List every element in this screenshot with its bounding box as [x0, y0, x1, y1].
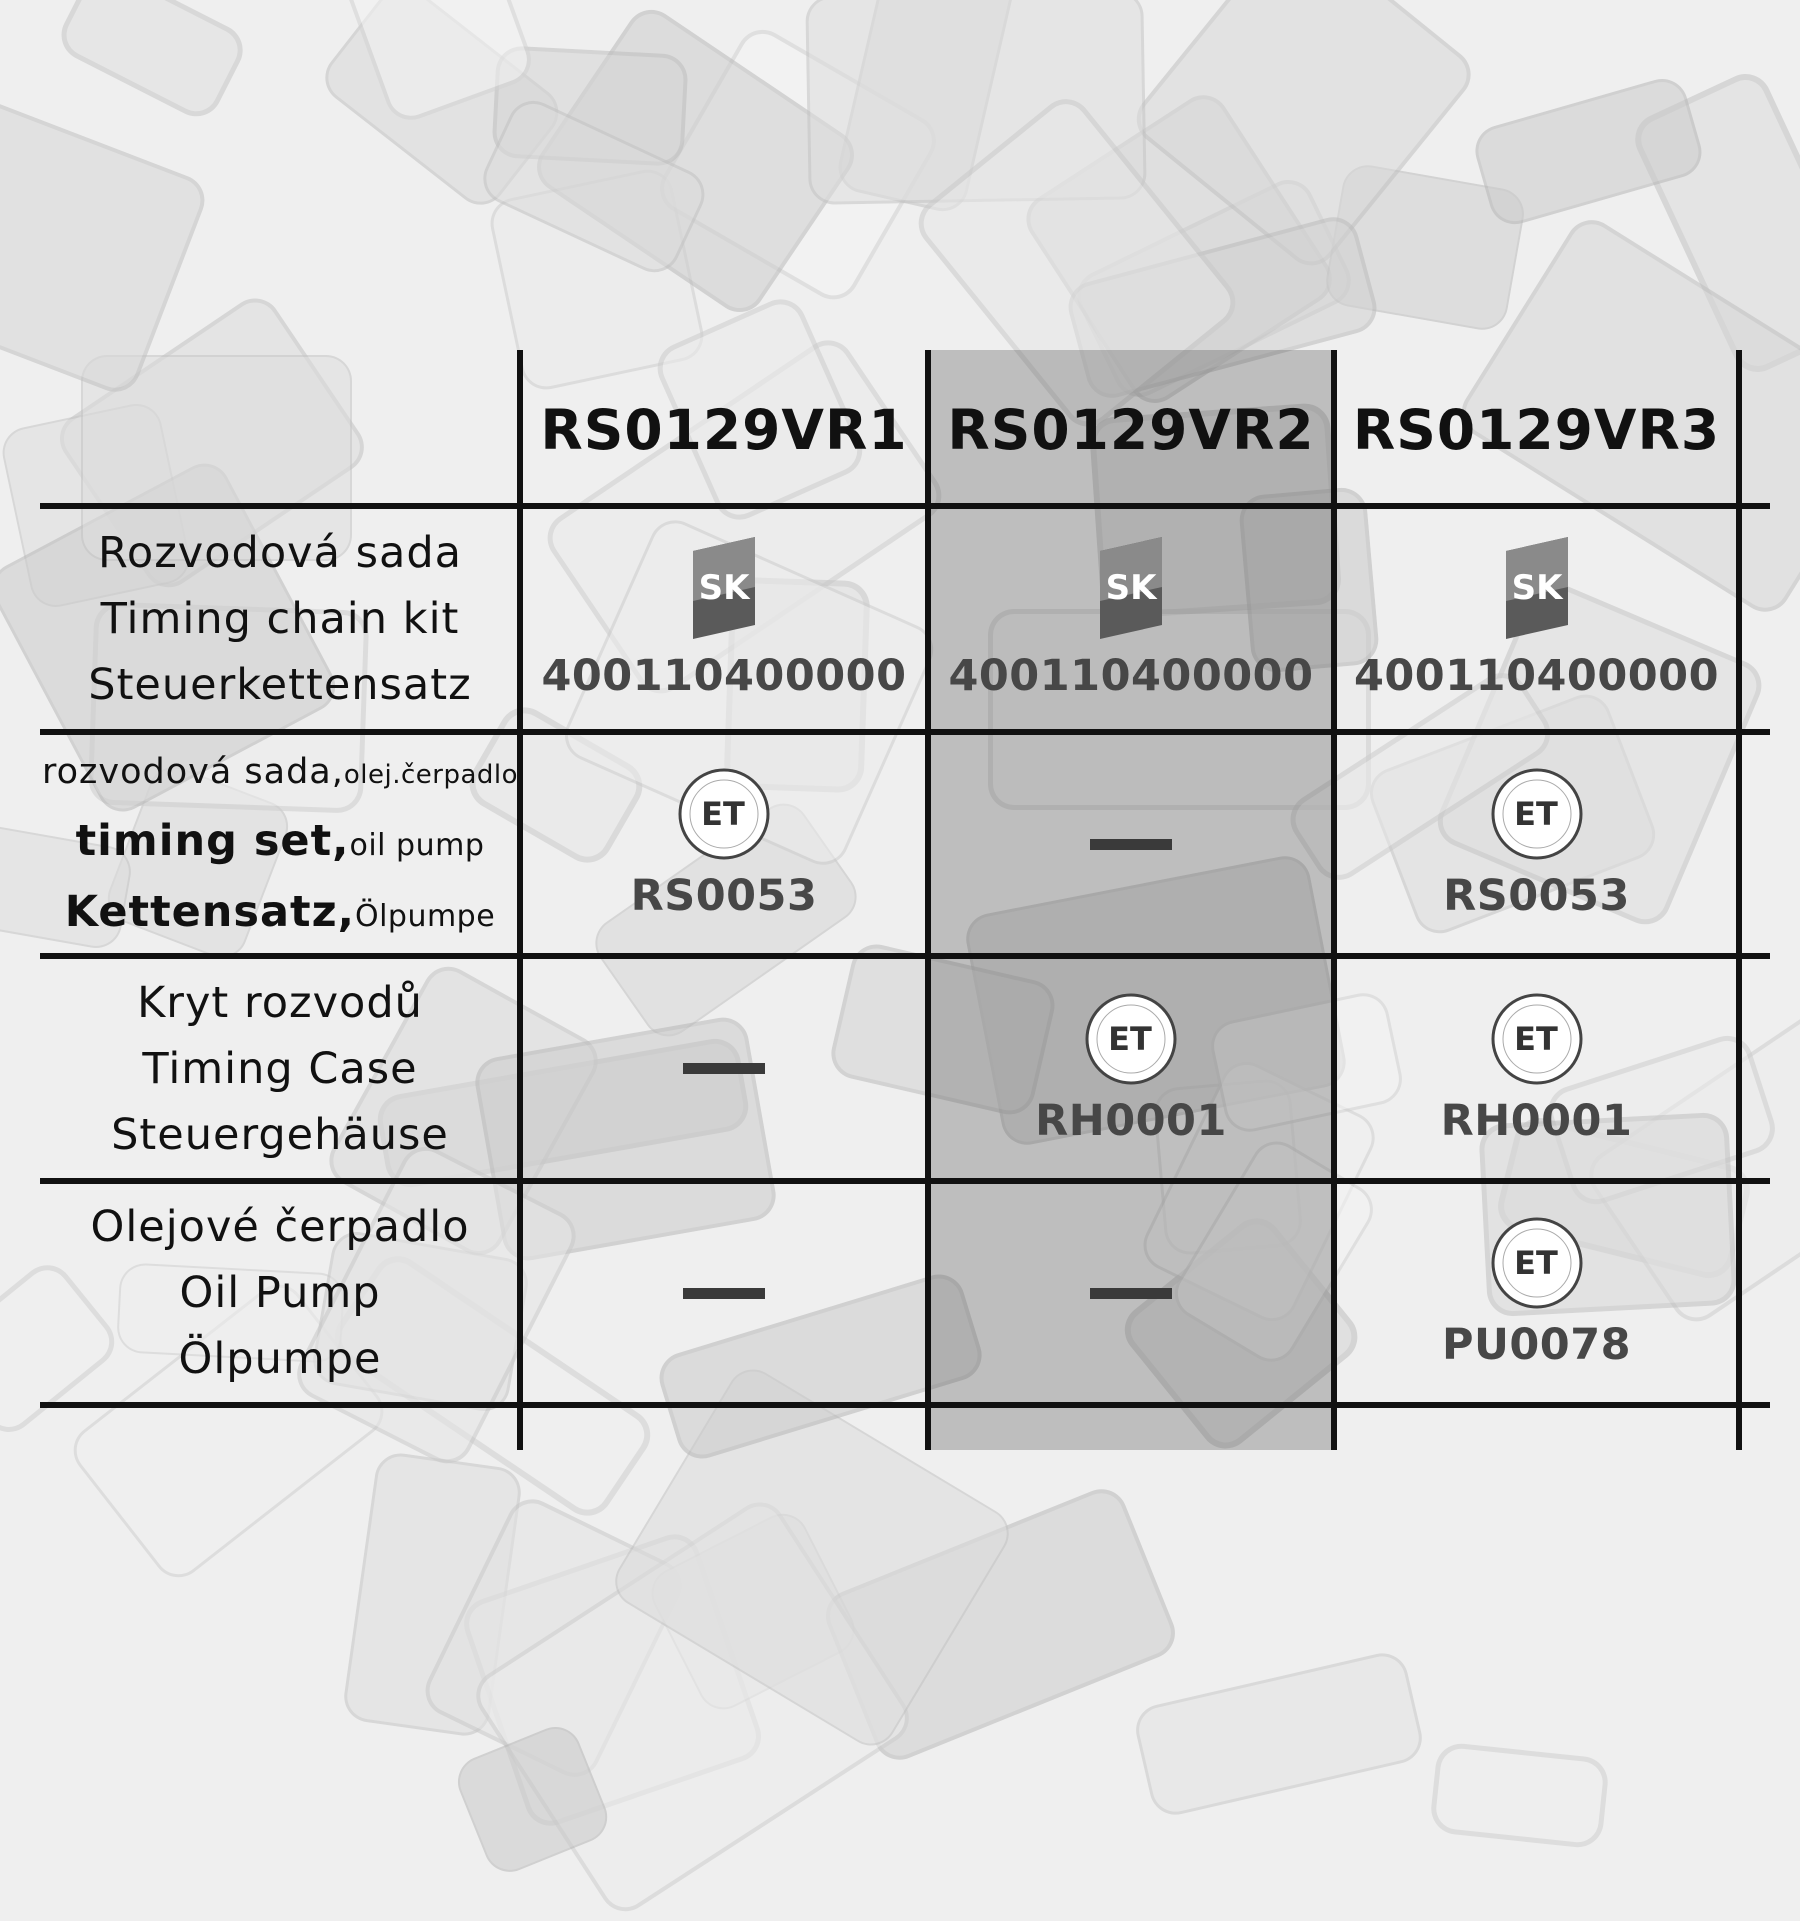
table-cell [1337, 959, 1736, 1178]
part-code: RS0053 [630, 871, 818, 921]
svg-text:SK: SK [1105, 568, 1157, 608]
row-label-line [65, 879, 495, 950]
row-label-line: Olejové čerpadlo [90, 1202, 470, 1252]
row-label-line: Kryt rozvodů [137, 977, 423, 1028]
table-cell [523, 509, 925, 729]
table-cell [931, 509, 1331, 729]
row-label-sub: Ölpumpe [354, 898, 496, 934]
column-header: RS0129VR3 [1352, 398, 1721, 462]
et-logo-icon [677, 767, 771, 861]
part-code: RH0001 [1035, 1095, 1227, 1146]
table-cell [1337, 735, 1736, 953]
table-cell [523, 959, 925, 1178]
table-cell [1337, 1184, 1736, 1402]
row-label-line: Oil Pump [179, 1268, 381, 1318]
table-cell [931, 1184, 1331, 1402]
row-label-line: Steuerkettensatz [88, 660, 472, 710]
et-logo-icon [1490, 992, 1584, 1086]
sk-logo-icon [691, 537, 757, 641]
svg-text:ET: ET [1513, 795, 1558, 833]
row-label-main: Kettensatz, [64, 886, 355, 937]
sk-logo-icon [1504, 537, 1570, 641]
table-line [40, 1402, 1770, 1408]
row-label-sub: oil pump [349, 827, 485, 863]
column-header: RS0129VR2 [947, 398, 1315, 462]
table-cell [523, 1184, 925, 1402]
not-included-dash [1090, 839, 1172, 850]
part-code: RH0001 [1440, 1095, 1633, 1146]
row-label-line: Timing Case [142, 1043, 418, 1094]
et-logo-icon [1490, 1216, 1584, 1310]
sticker-shape [1131, 1648, 1427, 1820]
row-label-sub: olej.čerpadlo [343, 759, 519, 790]
table-line [1736, 350, 1742, 1450]
row-label-main: rozvodová sada, [41, 751, 344, 792]
not-included-dash [1090, 1288, 1172, 1299]
part-code: RS0053 [1443, 871, 1630, 921]
row-label-line: Ölpumpe [178, 1334, 382, 1384]
column-header: RS0129VR1 [540, 398, 908, 462]
part-code: 400110400000 [948, 651, 1314, 701]
row-label-line [76, 808, 485, 879]
table-cell [523, 735, 925, 953]
svg-text:SK: SK [1511, 568, 1562, 608]
svg-text:ET: ET [1513, 1019, 1558, 1058]
svg-text:ET: ET [1513, 1244, 1558, 1282]
not-included-dash [683, 1063, 765, 1074]
sticker-shape [53, 0, 252, 126]
svg-text:ET: ET [701, 795, 745, 833]
row-label-line: Rozvodová sada [97, 528, 463, 578]
et-logo-icon [1490, 767, 1584, 861]
table-cell [1337, 509, 1736, 729]
part-code: 400110400000 [1353, 651, 1720, 701]
table-cell [931, 959, 1331, 1178]
row-label [40, 959, 520, 1178]
row-label-line: Steuergehäuse [111, 1109, 449, 1160]
row-label [40, 509, 520, 729]
svg-text:ET: ET [1108, 1019, 1152, 1058]
row-label [40, 735, 520, 953]
svg-text:SK: SK [698, 568, 750, 608]
row-label-line [42, 739, 518, 808]
row-label-main: timing set, [75, 815, 350, 866]
table-cell [931, 735, 1331, 953]
row-label-line: Timing chain kit [100, 594, 460, 644]
sticker-shape [1429, 1742, 1611, 1850]
part-code: PU0078 [1441, 1320, 1632, 1370]
not-included-dash [683, 1288, 765, 1299]
row-label [40, 1184, 520, 1402]
sk-logo-icon [1098, 537, 1164, 641]
et-logo-icon [1084, 992, 1178, 1086]
part-code: 400110400000 [541, 651, 907, 701]
